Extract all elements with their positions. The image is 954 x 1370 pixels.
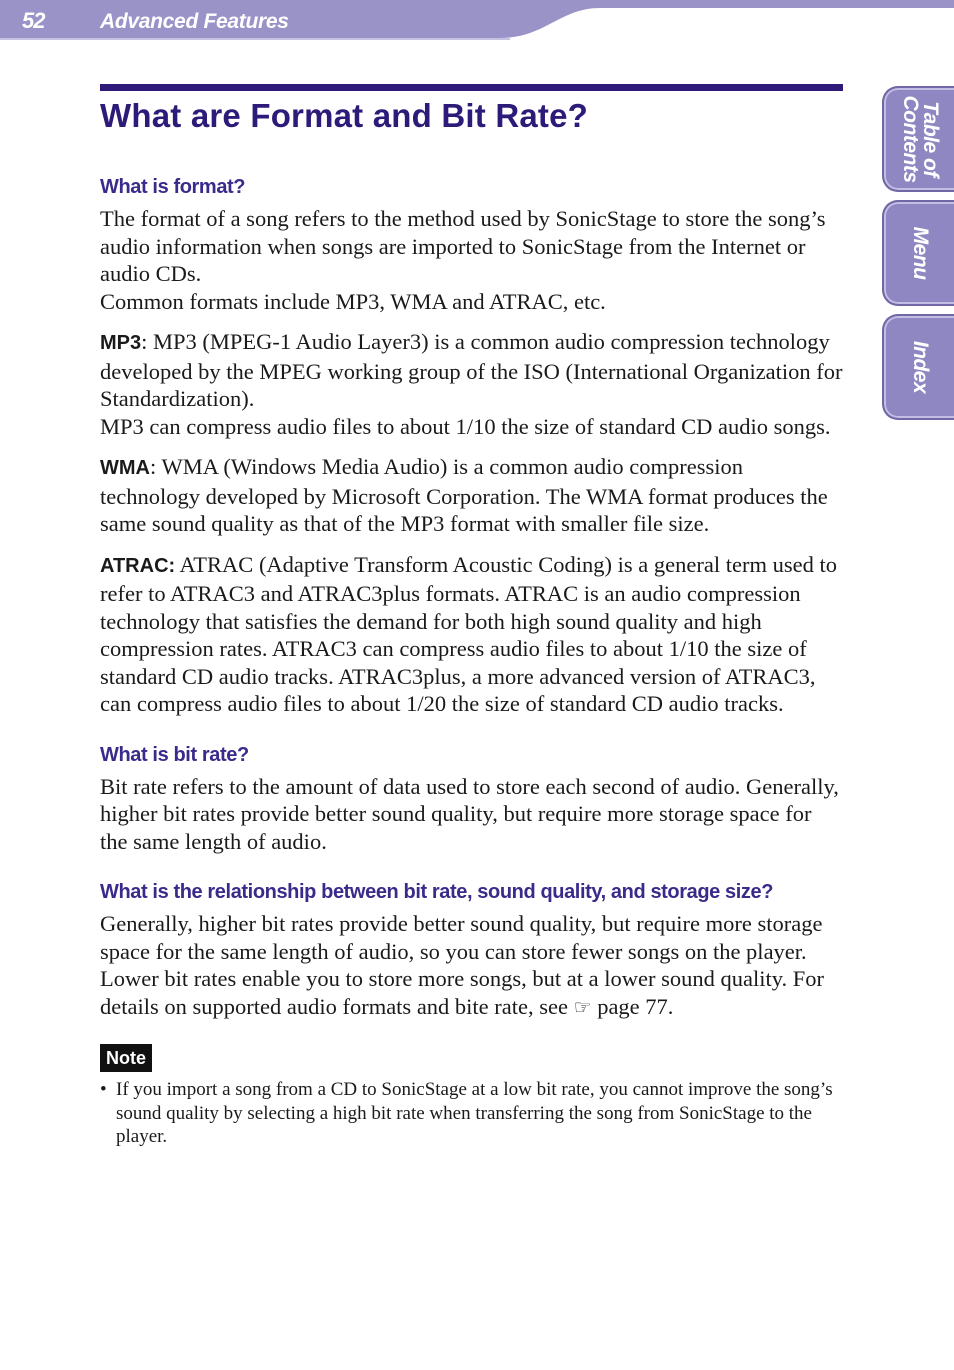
format-paragraph: The format of a song refers to the method used by SonicStage to store the song’s audio information when songs are imported to SonicStage from the Internet or audio CDs. [100, 206, 826, 286]
page-reference-link[interactable]: page 77. [591, 993, 674, 1019]
relationship-text: Generally, higher bit rates provide better sound quality, but require more storage space for the same length of audio, so you can store fewer songs on the player. Lower bit rates enable you to store more songs, but at a lower sound quality. For details on supported audio formats and bite rate, see [100, 911, 825, 1019]
atrac-paragraph [100, 551, 843, 718]
note-list [100, 1078, 843, 1149]
section-title: Advanced Features [100, 10, 289, 33]
page-title: What are Format and Bit Rate? [100, 97, 589, 134]
note-box [100, 1044, 843, 1072]
tab-label: Menu [909, 226, 932, 280]
tab-label: Table of Contents [899, 95, 942, 183]
tab-menu[interactable] [882, 200, 954, 306]
tab-table-of-contents[interactable] [882, 86, 954, 192]
wma-term: WMA [100, 457, 150, 479]
tab-label: Index [909, 340, 932, 394]
page-header [0, 0, 954, 40]
mp3-paragraph [100, 328, 843, 413]
tab-index[interactable] [882, 314, 954, 420]
main-content [100, 84, 843, 1149]
page-number: 52 [22, 8, 45, 33]
mp3-term: MP3 [100, 332, 142, 354]
wma-paragraph [100, 453, 843, 538]
note-label: Note [100, 1044, 152, 1072]
pointing-hand-icon: ☞ [573, 996, 592, 1019]
format-common: Common formats include MP3, WMA and ATRAC, etc. [100, 288, 606, 314]
heading-bitrate: What is bit rate? [100, 743, 249, 766]
atrac-text: ATRAC (Adaptive Transform Acoustic Coding) is a general term used to refer to ATRAC3 and ATRAC3plus formats. ATRAC is an audio compression technology that satisfies the demand for both high sound quality and high compression rates. ATRAC3 can compress audio files to about 1/10 the size of standard CD audio tracks. ATRAC3plus, a more advanced version of ATRAC3, can compress audio files to about 1/20 the size of standard CD audio tracks. [100, 551, 837, 716]
list-item: • If you import a song from a CD to SonicStage at a low bit rate, you cannot improve the song’s sound quality by selecting a high bit rate when transferring the song from SonicStage to the player. [100, 1078, 843, 1149]
wma-text: : WMA (Windows Media Audio) is a common audio compression technology developed by Microsoft Corporation. The WMA format produces the same sound quality as that of the MP3 format with smaller file size. [100, 454, 828, 536]
mp3-compress: MP3 can compress audio files to about 1/10 the size of standard CD audio songs. [100, 413, 831, 439]
relationship-paragraph [100, 910, 843, 1022]
heading-format: What is format? [100, 176, 246, 198]
atrac-term: ATRAC: [100, 554, 176, 577]
title-rule [100, 84, 843, 91]
bitrate-paragraph: Bit rate refers to the amount of data used to store each second of audio. Generally, higher bit rates provide better sound quality, but require more storage space for the same length of audio. [100, 773, 839, 854]
heading-relationship: What is the relationship between bit rate, sound quality, and storage size? [100, 881, 774, 903]
mp3-text: : MP3 (MPEG-1 Audio Layer3) is a common audio compression technology developed by the MPEG working group of the ISO (International Organization for Standardization). [100, 329, 843, 411]
